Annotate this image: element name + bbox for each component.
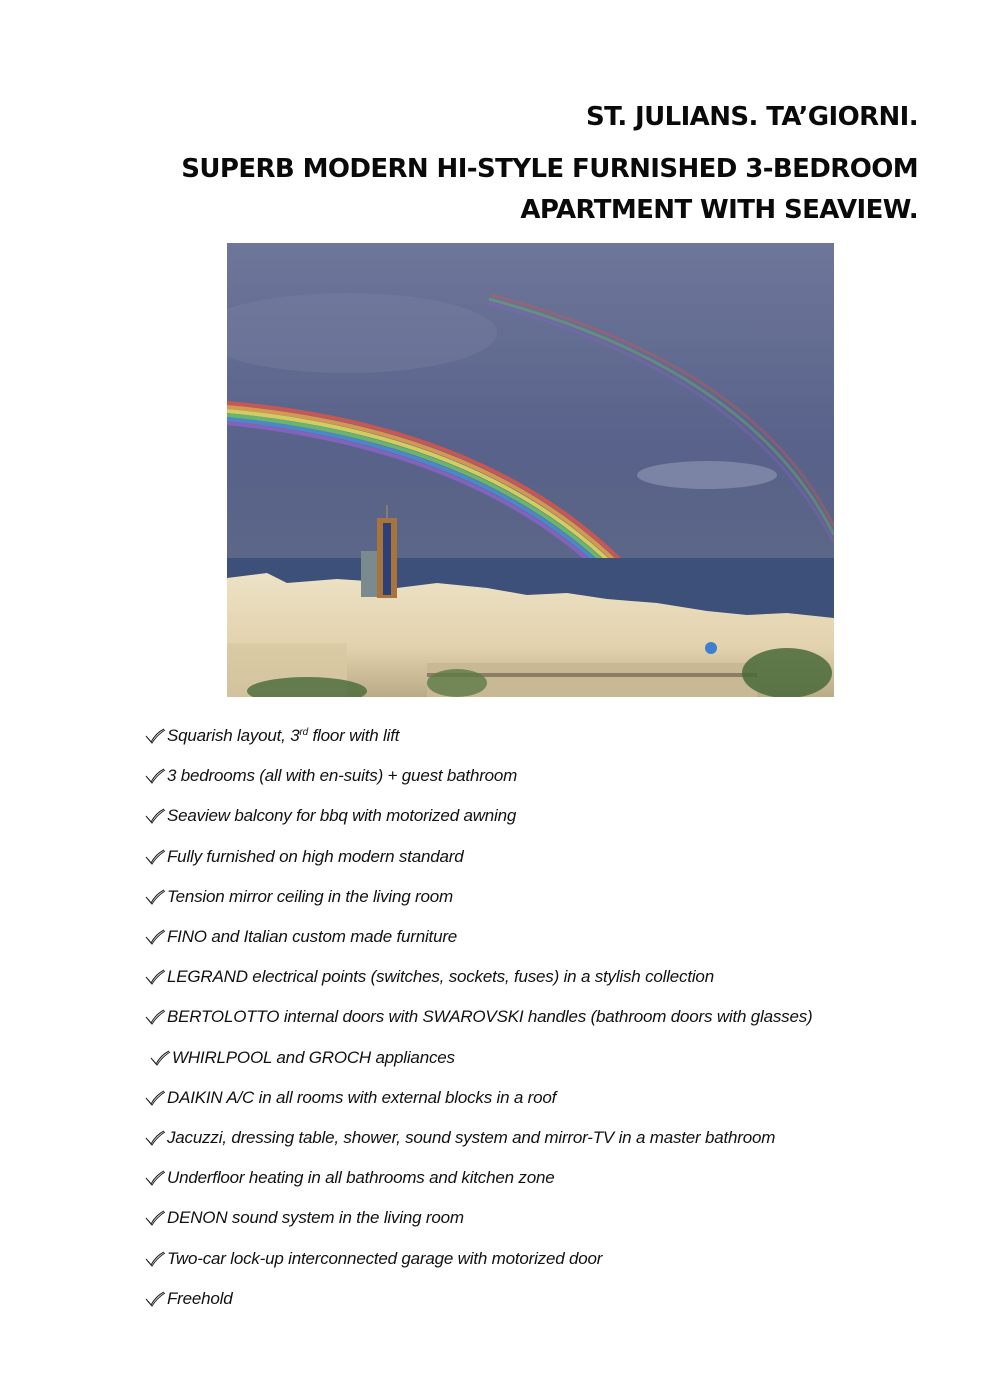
feature-item: [144, 1078, 812, 1118]
listing-headline-line-2: APARTMENT WITH SEAVIEW.: [520, 195, 918, 225]
feature-item: [144, 957, 812, 997]
feature-text: LEGRAND electrical points (switches, sockets, fuses) in a stylish collection: [167, 967, 714, 987]
feature-item: [144, 837, 812, 877]
check-mark-icon: [144, 727, 166, 745]
check-mark-icon: [144, 968, 166, 986]
feature-text: Tension mirror ceiling in the living room: [167, 886, 453, 906]
feature-item: [144, 1158, 812, 1198]
feature-text: BERTOLOTTO internal doors with SWAROVSKI handles (bathroom doors with glasses): [167, 1007, 813, 1027]
feature-text: Freehold: [167, 1288, 233, 1308]
listing-title-location: ST. JULIANS. TA’GIORNI.: [586, 102, 918, 132]
feature-text: DENON sound system in the living room: [167, 1208, 464, 1228]
check-mark-icon: [144, 1290, 166, 1308]
check-mark-icon: [144, 928, 166, 946]
feature-text: 3 bedrooms (all with en-suits) + guest bathroom: [167, 766, 518, 786]
feature-text: Squarish layout, 3rd floor with lift: [167, 726, 400, 746]
check-mark-icon: [144, 1169, 166, 1187]
feature-item: [144, 1279, 812, 1319]
feature-item: [144, 1038, 812, 1078]
feature-text: FINO and Italian custom made furniture: [167, 927, 458, 947]
check-mark-icon: [144, 1089, 166, 1107]
property-photo: [227, 243, 834, 697]
feature-item: [144, 796, 812, 836]
check-mark-icon: [144, 767, 166, 785]
feature-item: [144, 917, 812, 957]
check-mark-icon: [144, 848, 166, 866]
feature-text: Jacuzzi, dressing table, shower, sound system and mirror-TV in a master bathroom: [167, 1127, 776, 1147]
feature-text: Seaview balcony for bbq with motorized awning: [167, 806, 517, 826]
listing-headline-line-1: SUPERB MODERN HI-STYLE FURNISHED 3-BEDROOM: [181, 154, 918, 184]
feature-item: [144, 1238, 812, 1278]
check-mark-icon: [144, 1008, 166, 1026]
check-mark-icon: [144, 1209, 166, 1227]
feature-item: [144, 1118, 812, 1158]
check-mark-icon: [144, 888, 166, 906]
feature-item: [144, 716, 812, 756]
check-mark-icon: [144, 807, 166, 825]
feature-item: [144, 877, 812, 917]
feature-list: [144, 716, 812, 1319]
feature-item: [144, 997, 812, 1037]
feature-item: [144, 1198, 812, 1238]
feature-text: DAIKIN A/C in all rooms with external blocks in a roof: [167, 1087, 557, 1107]
feature-item: [144, 756, 812, 796]
check-mark-icon: [144, 1250, 166, 1268]
check-mark-icon: [149, 1049, 171, 1067]
feature-text: WHIRLPOOL and GROCH appliances: [172, 1047, 455, 1067]
feature-text: Underfloor heating in all bathrooms and kitchen zone: [167, 1168, 555, 1188]
rainbow-city-photo: [227, 243, 834, 697]
feature-text: Two-car lock-up interconnected garage with motorized door: [167, 1248, 603, 1268]
check-mark-icon: [144, 1129, 166, 1147]
feature-text: Fully furnished on high modern standard: [167, 846, 464, 866]
